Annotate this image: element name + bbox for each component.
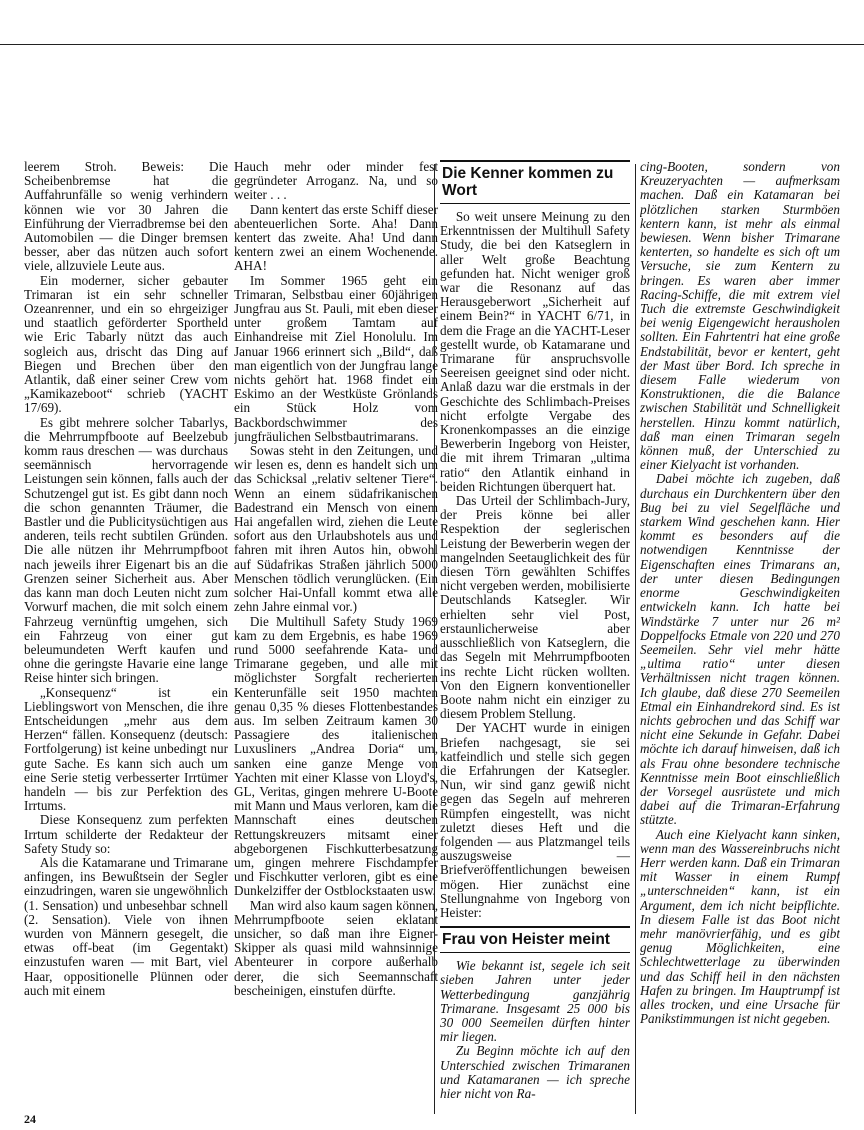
paragraph: Sowas steht in den Zeitungen, und wir lesen es, denn es handelt sich um das Schicksal „relativ seltener Tiere“. Wenn an einem südafrikanischen Badestrand ein Mensch von einem Hai angefallen wird, ziehen die Leute sofort aus den Urlaubshotels aus und fahren mit ihren Autos hin, obwohl auf Südafrikas Straßen jährlich 5000 Menschen tödlich verunglücken. (Ein solcher Hai-Unfall kommt etwa alle zehn Jahre einmal vor.) (234, 443, 438, 615)
paragraph: Es gibt mehrere solcher Tabarlys, die Mehrrumpfboote auf Beelzebub komm raus dreschen — was durchaus seemännisch hervorragende Leistungen sein können, falls auch der Schutzengel gut ist. Es gibt dann noch die schon genannten Träumer, die Bastler und die Publicitysüchtigen aus anderen, teils recht subtilen Gründen. Die alle nützen ihr Mehrrumpfboot nach jeweils ihrer Eigenart bis an die Grenzen seiner Sicherheit aus. Aber das kann man doch Leuten nicht zum Vorwurf machen, die mit solch einem Fahrzeug vernünftig umgehen, sich ein Fahrzeug von einer gut beleumundeten Werft kaufen und ohne die geringste Havarie eine lange Reise hinter sich bringen. (24, 414, 228, 686)
paragraph: Die Multihull Safety Study 1969 kam zu dem Ergebnis, es habe 1969 rund 5000 seefahrende Kata- und Trimarane gegeben, und alle mit möglichster Sorgfalt recherierten Kenterunfälle seit 1950 machten genau 0,35 % dieses Flottenbestandes aus. Im selben Zeitraum kamen 30 Passagiere des italienischen Luxusliners „Andrea Doria“ um, sanken eine ganze Menge von Yachten mit einer Klasse von Lloyd's, GL, Veritas, gingen mehrere U-Boote mit Mann und Maus verloren, kam die Mannschaft eines deutschen Rettungskreuzers mitsamt einer abgeborgenen Fischkutterbesatzung um, gingen mehrere Fischdampfer und Fischkutter verloren, gibt es eine Dunkelziffer der Ostblockstaaten usw. (234, 613, 438, 899)
paragraph: Wie bekannt ist, segele ich seit sieben Jahren unter jeder Wetterbedingung ganzjährig Trimarane. Insgesamt 25 000 bis 30 000 Seemeilen dürften hinter mir liegen. (440, 958, 630, 1045)
page-number: 24 (24, 1112, 36, 1126)
paragraph: Auch eine Kielyacht kann sinken, wenn man des Wassereinbruchs nicht Herr werden kann. Daß ein Trimaran mit Wasser in einem Rumpf „unterschneiden“ kann, ist ein Argument, dem ich nicht beipflichte. In diesem Falle ist das Boot nicht mehr manövrierfähig, und es gibt genug Möglichkeiten, eine Schlechtwetterlage zu überwinden und das Schiff heil in den nächsten Hafen zu bringen. Im Hauptrumpf ist alles trocken, und eine Ursache für Panikstimmungen ist nicht gegeben. (640, 826, 840, 1027)
column-divider (635, 164, 636, 1114)
column-4 (640, 160, 840, 1122)
paragraph: Man wird also kaum sagen können, Mehrrumpfboote seien eklatant unsicher, so daß man ihre Eigner-Skipper als quasi mild wahnsinnige Abenteurer in corpore außerhalb derer, die sich Seemannschaft bescheinigen, einstufen dürfte. (234, 897, 438, 998)
paragraph: Als die Katamarane und Trimarane anfingen, ins Bewußtsein der Segler einzudringen, waren sie ungewöhnlich (1. Sensation) und unbesehbar schnell (2. Sensation). Viele von ihnen wurden von Männern gesegelt, die etwas off-beat (im Gegentakt) einzustufen waren — mit Bart, viel Haar, oppositionelle Plünnen oder auch mit einem (24, 854, 228, 998)
column-1 (24, 160, 228, 1122)
column-3 (440, 160, 630, 1122)
paragraph: Diese Konsequenz zum perfekten Irrtum schilderte der Redakteur der Safety Study so: (24, 812, 228, 856)
paragraph: Dabei möchte ich zugeben, daß durchaus ein Durchkentern über den Bug bei zu viel Segelfläche und starkem Wind geschehen kann. Hier kommt es besonders auf die notwendigen Kenntnisse der Eigenschaften eines Trimarans an, der unter diesen Bedingungen enorme Geschwindigkeiten entwickeln kann. Ich hatte bei Windstärke 7 unter nur 26 m² Doppelfocks Etmale von 220 und 270 Seemeilen. Sehr viel mehr hätte „ultima ratio“ unter diesen Verhältnissen nicht tragen können. Ich glaube, daß diese 270 Seemeilen Etmal ein Einhandrekord sind. Es ist nichts gebrochen und das Schiff war nicht eine Sekunde in Gefahr. Dabei möchte ich darauf hinweisen, daß ich als Frau ohne besondere technische Kenntnisse mein Boot einschließlich der Vorsegel ausrüstete und mich dabei auf die Trimaran-Erfahrung stützte. (640, 471, 840, 828)
section-heading: Die Kenner kommen zu Wort (440, 160, 630, 204)
paragraph: leerem Stroh. Beweis: Die Scheibenbremse hat die Auffahrunfälle so wenig verhindern können wie vor 30 Jahren die Einführung der Vierradbremse bei den Automobilen — die Dinger bremsen besser, aber das nützen auch sofort viele, allzuviele Leute aus. (24, 160, 228, 274)
paragraph: Der YACHT wurde in einigen Briefen nachgesagt, sie sei katfeindlich und stelle sich gegen die Erfahrungen der Katsegler. Nun, wir sind ganz gewiß nicht gegen das Segeln auf mehreren Rümpfen eingestellt, was nicht zuletzt dieses Heft und die folgenden — aus Platzmangel teils auszugsweise — Briefveröffentlichungen beweisen mögen. Hier zunächst eine Stellungnahme von Ingeborg von Heister: (440, 720, 630, 920)
paragraph: Zu Beginn möchte ich auf den Unterschied zwischen Trimaranen und Katamaranen — ich spreche hier nicht von Ra- (440, 1043, 630, 1101)
section-heading: Frau von Heister meint (440, 926, 630, 953)
column-2 (234, 160, 438, 1122)
paragraph: So weit unsere Meinung zu den Erkenntnissen der Multihull Safety Study, die bei den Katseglern in aller Welt große Beachtung gefunden hat. Nicht weniger groß war die Resonanz auf das Herausgeberwort „Sicherheit auf einem Bein?“ in YACHT 6/71, in dem die Frage an die YACHT-Leser gestellt wurde, ob Katamarane und Trimarane für anspruchsvolle Seereisen geeignet sind oder nicht. Anlaß dazu war die erstmals in der Geschichte des Schlimbach-Preises nicht erfolgte Vergabe des Kronenkompasses an die einzige Bewerberin Ingeborg von Heister, die mit ihrem Trimaran „ultima ratio“ den Atlantik einhand in beiden Richtungen überquert hat. (440, 209, 630, 494)
paragraph: Dann kentert das erste Schiff dieser abenteuerlichen Sorte. Aha! Dann kentert das zweite. Aha! Und dann kentern zwei an einem Wochenende. AHA! (234, 201, 438, 274)
paragraph: Im Sommer 1965 geht ein Trimaran, Selbstbau einer 60jährigen Jungfrau aus St. Pauli, mit eben dieser unter großem Tamtam auf Einhandreise mit Ziel Honolulu. Im Januar 1966 erinnert sich „Bild“, daß man eigentlich von der Jungfrau lange nichts gehört hat. 1968 findet ein Eskimo an der Westküste Grönlands ein Stück Holz vom Backbordschwimmer des jungfräulichen Selbstbautrimarans. (234, 272, 438, 444)
paragraph: Hauch mehr oder minder fest gegründeter Arroganz. Na, und so weiter . . . (234, 160, 438, 203)
column-divider (434, 164, 435, 1114)
paragraph: „Konsequenz“ ist ein Lieblingswort von Menschen, die ihre Entscheidungen „mehr aus dem Herzen“ fällen. Konsequenz (deutsch: Fortfolgerung) ist keine unbedingt nur gute Sache. Es kann sich auch um eine Serie stetig verbesserter Irrtümer handeln — bis zur Perfektion des Irrtums. (24, 684, 228, 814)
paragraph: Das Urteil der Schlimbach-Jury, der Preis könne bei aller Respektion der seglerischen Leistung der Bewerberin wegen der mangelnden Seetauglichkeit des für diesen Törn gewählten Schiffes nicht vergeben werden, mobilisierte Deutschlands Katsegler. Wir erhielten sehr viel Post, erstaunlicherweise aber ausschließlich von Katseglern, die das Segeln mit Mehrrumpfbooten ins rechte Licht rücken wollten. Von den Eignern konventioneller Boote nahm nicht ein einziger zu diesem Problem Stellung. (440, 493, 630, 722)
paragraph: Ein moderner, sicher gebauter Trimaran ist ein sehr schneller Ozeanrenner, und ein so ehrgeiziger und staatlich geförderter Sportheld wie Eric Tabarly nützt das auch sogleich aus, drischt das Ding auf Biegen und Brechen über den Atlantik, daß einer seiner Crew vom „Kamikazeboot“ schrieb (YACHT 17/69). (24, 272, 228, 416)
paragraph: cing-Booten, sondern von Kreuzeryachten — aufmerksam machen. Daß ein Katamaran bei plötzlichen starken Sturmböen kentern kann, ist mehr als einmal bewiesen. Wenn bisher Trimarane kenterten, so handelte es sich oft um Versuche, sie zum Kentern zu bringen. Es waren aber immer Racing-Schiffe, die mit extrem viel Tuch die extremste Geschwindigkeit bei wenig Eigengewicht herausholen sollten. Ein Fahrtentri hat eine große Endstabilität, bevor er kentert, geht der Mast über Bord. Ich spreche in diesem Falle wiederum von Konstruktionen, die die Balance zwischen Stabilität und Schnelligkeit herstellen. Hinzu kommt natürlich, daß man einen Trimaran segeln können muß, der Unterschied zu einer Kielyacht ist vorhanden. (640, 160, 840, 473)
top-rule (0, 44, 864, 45)
